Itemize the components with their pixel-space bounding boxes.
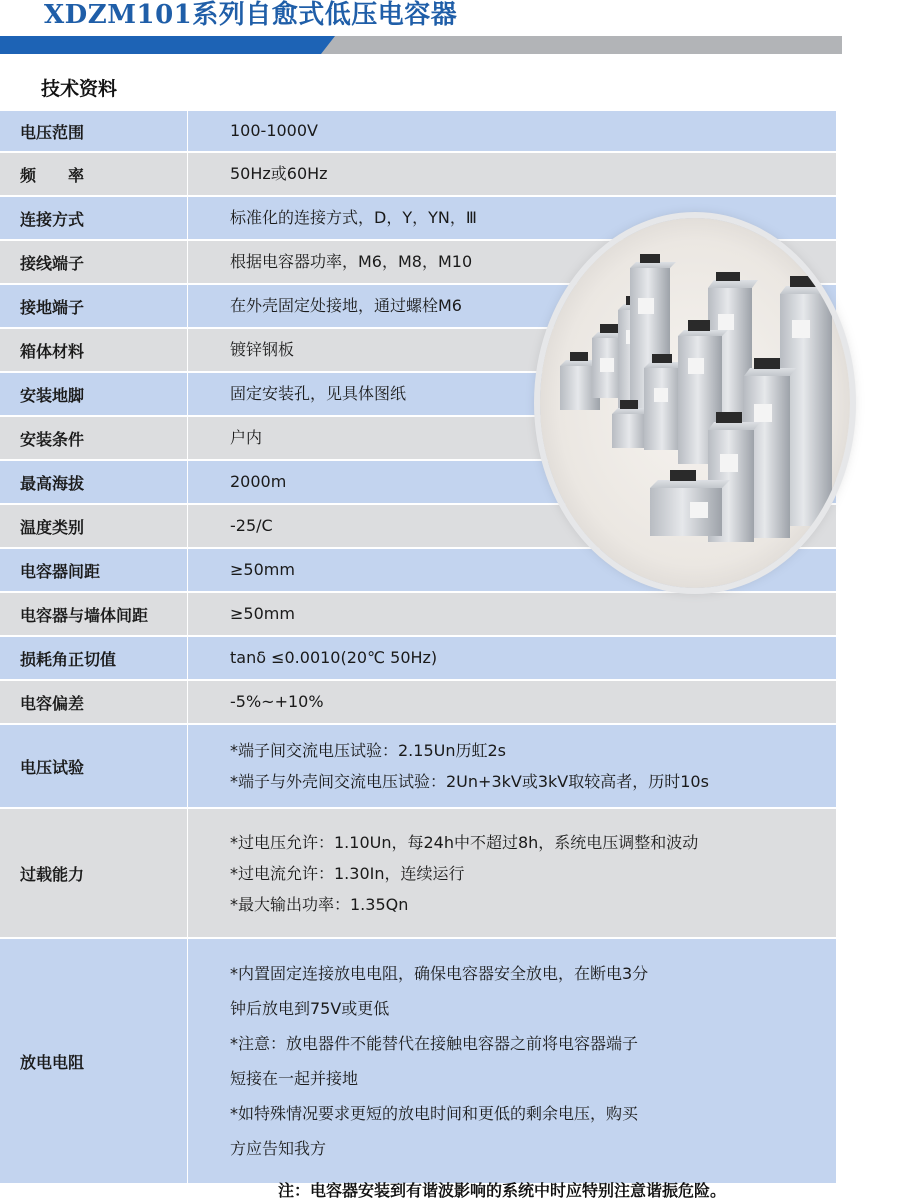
spec-value — [188, 647, 836, 669]
header-band-blue — [0, 36, 335, 54]
product-photo — [540, 218, 850, 588]
spec-value-line: 短接在一起并接地 — [230, 1069, 359, 1088]
spec-label: 电压范围 — [0, 111, 188, 151]
section-title: 技术资料 — [41, 78, 118, 100]
spec-value-line: *端子与外壳间交流电压试验：2Un+3kV或3kV取较高者，历时10s — [230, 772, 709, 791]
spec-value-line: 在外壳固定处接地，通过螺栓M6 — [230, 296, 462, 315]
spec-label: 最高海拔 — [0, 461, 188, 503]
spec-value-line: -25/C — [230, 516, 273, 535]
spec-value-line: -5%~+10% — [230, 692, 324, 711]
spec-label: 箱体材料 — [0, 329, 188, 371]
spec-value-line: 标准化的连接方式，D，Y，YN，Ⅲ — [230, 208, 477, 227]
spec-value-line: 100-1000V — [230, 121, 318, 140]
spec-value-line: 户内 — [230, 428, 263, 447]
spec-row — [0, 593, 836, 637]
spec-value-line: 根据电容器功率，M6，M8，M10 — [230, 252, 473, 271]
spec-label: 电容偏差 — [0, 681, 188, 723]
spec-label: 安装条件 — [0, 417, 188, 459]
spec-row — [0, 681, 836, 725]
spec-label: 温度类别 — [0, 505, 188, 547]
spec-value-line: 50Hz或60Hz — [230, 164, 328, 183]
spec-row — [0, 939, 836, 1185]
spec-row — [0, 725, 836, 809]
spec-value — [188, 956, 836, 1166]
spec-value — [188, 735, 836, 797]
spec-value-line: *最大输出功率：1.35Qn — [230, 894, 409, 914]
spec-row — [0, 637, 836, 681]
spec-label: 频 率 — [0, 153, 188, 195]
spec-value-line: tanδ ≤0.0010(20℃ 50Hz) — [230, 648, 438, 667]
spec-row — [0, 809, 836, 939]
spec-value-line: 方应告知我方 — [230, 1139, 327, 1158]
footnote: 注：电容器安装到有谐波影响的系统中时应特别注意谐振危险。 — [278, 1181, 727, 1200]
spec-value-line: 镀锌钢板 — [230, 340, 295, 359]
spec-value — [188, 603, 836, 625]
page-title: XDZM101系列自愈式低压电容器 — [44, 0, 458, 30]
spec-value — [188, 827, 836, 920]
spec-row — [0, 153, 836, 197]
spec-label: 过载能力 — [0, 809, 188, 937]
spec-value-line: *注意：放电器件不能替代在接触电容器之前将电容器端子 — [230, 1034, 639, 1053]
spec-value-line: *如特殊情况要求更短的放电时间和更低的剩余电压，购买 — [230, 1104, 639, 1123]
spec-label: 连接方式 — [0, 197, 188, 239]
spec-label: 接地端子 — [0, 285, 188, 327]
capacitor-group-illustration — [540, 218, 850, 588]
spec-value — [188, 120, 836, 142]
spec-value-line: *过电流允许：1.30In，连续运行 — [230, 863, 465, 883]
spec-label: 电压试验 — [0, 725, 188, 807]
spec-value-line: 2000m — [230, 472, 287, 491]
spec-label: 电容器间距 — [0, 549, 188, 591]
spec-value-line: 钟后放电到75V或更低 — [230, 999, 390, 1018]
spec-value-line: *内置固定连接放电电阻，确保电容器安全放电，在断电3分 — [230, 964, 649, 983]
spec-value — [188, 691, 836, 713]
spec-label: 接线端子 — [0, 241, 188, 283]
header-band — [0, 36, 842, 54]
spec-label: 电容器与墙体间距 — [0, 593, 188, 635]
spec-row — [0, 111, 836, 153]
spec-value-line: ≥50mm — [230, 604, 295, 623]
spec-label: 损耗角正切值 — [0, 637, 188, 679]
spec-value-line: *过电压允许：1.10Un，每24h中不超过8h，系统电压调整和波动 — [230, 832, 699, 852]
spec-value-line: ≥50mm — [230, 560, 295, 579]
spec-value — [188, 163, 836, 185]
spec-value-line: *端子间交流电压试验：2.15Un历虹2s — [230, 741, 506, 760]
spec-label: 放电电阻 — [0, 939, 188, 1183]
spec-value-line: 固定安装孔，见具体图纸 — [230, 384, 407, 403]
spec-label: 安装地脚 — [0, 373, 188, 415]
